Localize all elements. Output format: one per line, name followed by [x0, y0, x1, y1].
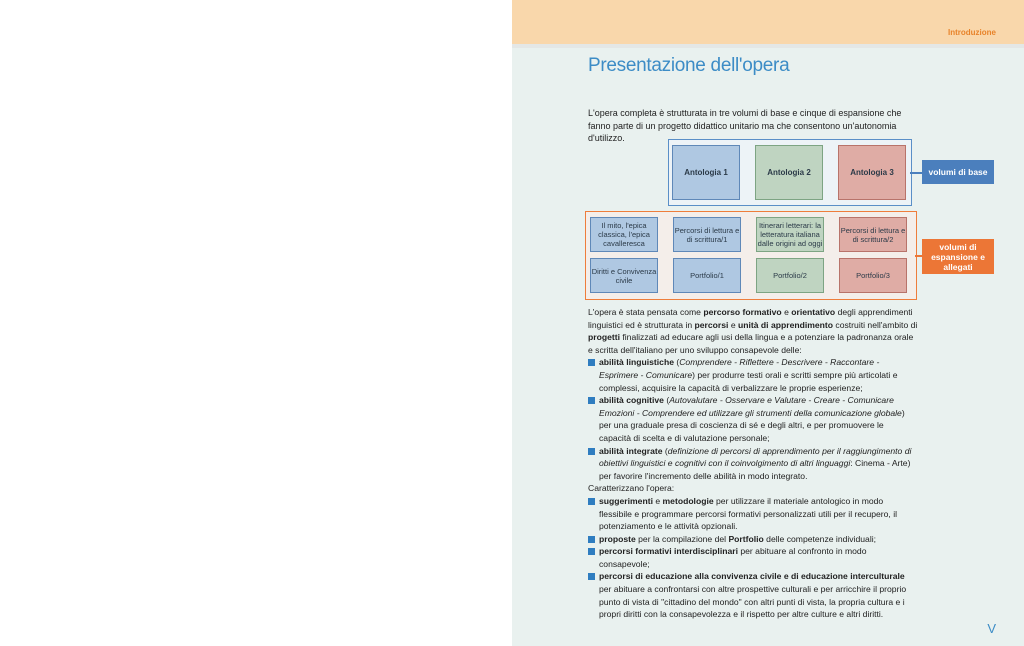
volume-antologia-1: Antologia 1	[672, 145, 740, 200]
list-item: percorsi formativi interdisciplinari per abituare al confronto in modo consapevole;	[588, 545, 918, 570]
header-band	[512, 0, 1024, 44]
intro-paragraph: L'opera completa è strutturata in tre volumi di base e cinque di espansione che fanno parte di un progetto didattico unitario ma che consentono un'autonomia d'utilizzo.	[588, 108, 902, 143]
list-item: percorsi di educazione alla convivenza civile e di educazione interculturale per abituare a confrontarsi con altre prospettive culturali e per arricchire il proprio punto di vista di "cittadino del mondo" con altri punti di vista, la propria cultura e i propri diritti con la consapevolezza e il rispetto per altre culture e altri diritti.	[588, 570, 918, 620]
volume-itinerari-letterari: Itinerari letterari: la letteratura italiana dalle origini ad oggi	[756, 217, 824, 252]
page-number: V	[987, 621, 996, 636]
volume-antologia-2: Antologia 2	[755, 145, 823, 200]
connector-expansion	[915, 255, 922, 257]
volume-percorsi-2: Percorsi di lettura e di scrittura/2	[839, 217, 907, 252]
label-volumi-base: volumi di base	[922, 160, 994, 184]
list-item: suggerimenti e metodologie per utilizzare il materiale antologico in modo flessibile e programmare percorsi formativi personalizzati utili per il recupero, il potenziamento e le attività opzionali.	[588, 495, 918, 533]
volume-mito-epica: Il mito, l'epica classica, l'epica cavalleresca	[590, 217, 658, 252]
volume-antologia-3: Antologia 3	[838, 145, 906, 200]
book-page	[512, 0, 1024, 646]
list-item: abilità linguistiche (Comprendere - Riflettere - Descrivere - Raccontare - Esprimere - Comunicare) per produrre testi orali e scritti sempre più articolati e complessi, acquisire la capacità di verbalizzare le proprie esperienze;	[588, 356, 918, 394]
portfolio-2: Portfolio/2	[756, 258, 824, 293]
portfolio-1: Portfolio/1	[673, 258, 741, 293]
body-text	[588, 306, 918, 621]
volume-percorsi-1: Percorsi di lettura e di scrittura/1	[673, 217, 741, 252]
connector-base	[910, 172, 922, 174]
header-shadow	[512, 44, 1024, 48]
page-title: Presentazione dell'opera	[588, 55, 790, 76]
section-label: Introduzione	[948, 28, 996, 37]
paragraph-2: Caratterizzano l'opera:	[588, 483, 675, 494]
portfolio-3: Portfolio/3	[839, 258, 907, 293]
paragraph-1: L'opera è stata pensata come percorso formativo e orientativo degli apprendimenti linguistici ed è strutturata in percorsi e unità di apprendimento costruiti nell'ambito di progetti finalizzati ad educare agli usi della lingua e a potenziare la padronanza orale e scritta dell'italiano per uno sviluppo consapevole delle:	[588, 307, 918, 355]
label-volumi-espansione: volumi di espansione e allegati	[922, 239, 994, 274]
volume-diritti-convivenza: Diritti e Convivenza civile	[590, 258, 658, 293]
list-item: abilità cognitive (Autovalutare - Osservare e Valutare - Creare - Comunicare Emozioni - Comprendere ed utilizzare gli strumenti della comunicazione globale) per una graduale presa di coscienza di sé e degli altri, e per promuovere le capacità di scelta e di valutazione personale;	[588, 394, 918, 444]
list-item: abilità integrate (definizione di percorsi di apprendimento per il raggiungimento di obiettivi linguistici e cognitivi con il coinvolgimento di altri linguaggi: Cinema - Arte) per favorire l'incremento delle abilità in modo integrato.	[588, 445, 918, 483]
list-item: proposte per la compilazione del Portfolio delle competenze individuali;	[588, 533, 918, 546]
